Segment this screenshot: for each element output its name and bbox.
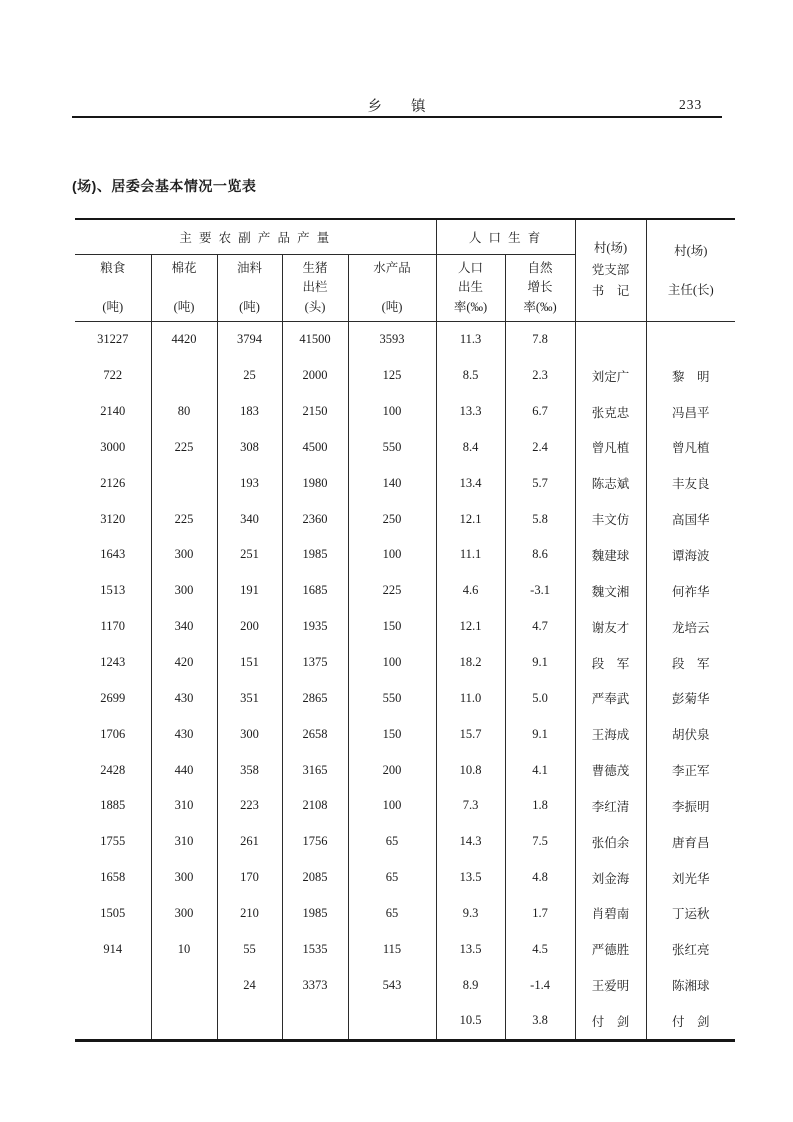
table-cell: 付 剑 xyxy=(646,1003,735,1040)
table-cell xyxy=(151,358,217,394)
table-row xyxy=(75,430,735,466)
table-cell: 王爱明 xyxy=(575,967,646,1003)
table-cell: 125 xyxy=(348,358,436,394)
table-cell: 722 xyxy=(103,368,123,383)
table-cell: 李红清 xyxy=(575,788,646,824)
table-row xyxy=(75,537,735,573)
table-row xyxy=(75,609,735,645)
table-cell: 65 xyxy=(348,824,436,860)
table-body xyxy=(75,322,735,1041)
table-cell: 1375 xyxy=(282,645,348,681)
header-line: (吨) xyxy=(173,300,195,315)
table-cell: 曹德茂 xyxy=(575,752,646,788)
table-row xyxy=(75,645,735,681)
table-cell: 陈志斌 xyxy=(575,465,646,501)
table-cell: -3.1 xyxy=(505,573,575,609)
header-col-hogs xyxy=(282,255,348,322)
table-row xyxy=(75,752,735,788)
table-cell: 13.5 xyxy=(436,860,505,896)
header-population-group: 人 口 生 育 xyxy=(436,219,575,255)
table-cell: 3120 xyxy=(100,511,126,526)
table-row xyxy=(75,501,735,537)
table-cell: 严德胜 xyxy=(575,931,646,967)
header-line: 率(‰) xyxy=(523,300,557,315)
table-cell: 2150 xyxy=(282,394,348,430)
header-col-oil xyxy=(217,255,282,322)
table-cell: 丰文仿 xyxy=(575,501,646,537)
table-cell: 李正军 xyxy=(646,752,735,788)
table-cell: 340 xyxy=(217,501,282,537)
table-row xyxy=(75,465,735,501)
table-cell xyxy=(151,967,217,1003)
table-cell: 223 xyxy=(217,788,282,824)
table-cell: 1980 xyxy=(282,465,348,501)
table-cell: 65 xyxy=(348,896,436,932)
table-cell: 100 xyxy=(348,788,436,824)
table-cell: 9.1 xyxy=(505,716,575,752)
table-cell: 55 xyxy=(217,931,282,967)
table-cell: 151 xyxy=(217,645,282,681)
table-cell: 9.1 xyxy=(505,645,575,681)
table-cell: 4.1 xyxy=(505,752,575,788)
table-cell xyxy=(282,1003,348,1040)
table-cell: 11.3 xyxy=(436,322,505,358)
table-cell: 340 xyxy=(151,609,217,645)
table-cell: 1756 xyxy=(282,824,348,860)
table-cell: 430 xyxy=(151,716,217,752)
table-cell: 李振明 xyxy=(646,788,735,824)
table-cell: 13.3 xyxy=(436,394,505,430)
table-cell xyxy=(348,1003,436,1040)
page-number: 233 xyxy=(679,97,703,112)
table-cell: 251 xyxy=(217,537,282,573)
table-cell: 2085 xyxy=(282,860,348,896)
table-cell: 1243 xyxy=(100,655,126,670)
header-line: (吨) xyxy=(239,300,260,315)
header-col-aquatic xyxy=(348,255,436,322)
running-head: 乡 镇 xyxy=(367,99,426,115)
table-cell: 8.5 xyxy=(436,358,505,394)
table-cell: 2.3 xyxy=(505,358,575,394)
table-cell: 4420 xyxy=(151,322,217,358)
table-cell xyxy=(646,322,735,358)
table-cell: 3593 xyxy=(348,322,436,358)
header-line: 村(场) xyxy=(593,240,628,255)
header-line: 率(‰) xyxy=(453,300,488,315)
table-row xyxy=(75,860,735,896)
header-col-birth-rate xyxy=(436,255,505,322)
table-cell: 308 xyxy=(217,430,282,466)
table-cell: 10 xyxy=(151,931,217,967)
header-line: 村(场) xyxy=(674,244,708,259)
header-line: 党支部 xyxy=(591,262,630,277)
table-cell: 2126 xyxy=(100,475,126,490)
table-cell: 胡伏泉 xyxy=(646,716,735,752)
table-cell: 440 xyxy=(151,752,217,788)
table-cell: 高国华 xyxy=(646,501,735,537)
table-cell: 300 xyxy=(151,860,217,896)
table-cell: 310 xyxy=(151,824,217,860)
table-cell: 191 xyxy=(217,573,282,609)
table-cell: 丁运秋 xyxy=(646,896,735,932)
table-cell: 1755 xyxy=(100,834,126,849)
table-cell: 3000 xyxy=(100,439,126,454)
table-cell: 543 xyxy=(348,967,436,1003)
table-cell: 7.8 xyxy=(505,322,575,358)
table-cell: 1643 xyxy=(100,547,126,562)
header-line: (头) xyxy=(304,300,326,315)
table-cell: 王海成 xyxy=(575,716,646,752)
table-cell: 刘定广 xyxy=(575,358,646,394)
table-cell: 15.7 xyxy=(436,716,505,752)
table-cell: 5.0 xyxy=(505,680,575,716)
table-cell: 310 xyxy=(151,788,217,824)
table-row xyxy=(75,358,735,394)
statistics-table xyxy=(75,218,735,1042)
table-cell: 300 xyxy=(151,537,217,573)
table-cell: 18.2 xyxy=(436,645,505,681)
table-cell: 1505 xyxy=(100,905,126,920)
table-row xyxy=(75,322,735,358)
header-line: 自然 xyxy=(527,260,553,275)
table-cell: 2699 xyxy=(100,690,126,705)
table-cell: 付 剑 xyxy=(575,1003,646,1040)
table-cell: 225 xyxy=(348,573,436,609)
table-cell: 2000 xyxy=(282,358,348,394)
header-rule xyxy=(72,116,722,118)
table-cell: 1706 xyxy=(100,726,126,741)
table-cell: 1513 xyxy=(100,583,126,598)
table-cell: 魏文湘 xyxy=(575,573,646,609)
table-cell: 4.5 xyxy=(505,931,575,967)
table-cell: 4.8 xyxy=(505,860,575,896)
table-cell: 351 xyxy=(217,680,282,716)
table-cell: 420 xyxy=(151,645,217,681)
table-cell: 黎 明 xyxy=(646,358,735,394)
table-cell: 2.4 xyxy=(505,430,575,466)
table-row xyxy=(75,931,735,967)
table-cell: 3373 xyxy=(282,967,348,1003)
table-cell: 170 xyxy=(217,860,282,896)
table-row xyxy=(75,788,735,824)
table-row xyxy=(75,824,735,860)
header-products-group: 主 要 农 副 产 品 产 量 xyxy=(75,219,436,255)
header-col-director xyxy=(646,219,735,322)
table-cell: 陈湘球 xyxy=(646,967,735,1003)
table-cell: 彭菊华 xyxy=(646,680,735,716)
table-cell: 10.8 xyxy=(436,752,505,788)
table-cell: 3.8 xyxy=(505,1003,575,1040)
table-row xyxy=(75,967,735,1003)
table-cell: 115 xyxy=(348,931,436,967)
table-cell: 225 xyxy=(151,501,217,537)
table-cell: 300 xyxy=(217,716,282,752)
table-cell: 7.3 xyxy=(436,788,505,824)
table-cell: 张红亮 xyxy=(646,931,735,967)
table-cell: 24 xyxy=(217,967,282,1003)
table-cell: 200 xyxy=(348,752,436,788)
header-line: 出栏 xyxy=(302,280,328,295)
table-cell: 210 xyxy=(217,896,282,932)
header-col-cotton xyxy=(151,255,217,322)
table-cell: 张克忠 xyxy=(575,394,646,430)
table-cell: 100 xyxy=(348,394,436,430)
table-cell: 914 xyxy=(103,941,123,956)
header-line: 油料 xyxy=(236,260,262,275)
table-row xyxy=(75,896,735,932)
table-cell: 300 xyxy=(151,896,217,932)
table-cell: 250 xyxy=(348,501,436,537)
table-cell: 11.1 xyxy=(436,537,505,573)
header-line: 出生 xyxy=(458,280,484,295)
table-cell: 8.6 xyxy=(505,537,575,573)
table-cell: 150 xyxy=(348,609,436,645)
table-cell: 13.4 xyxy=(436,465,505,501)
table-cell: 31227 xyxy=(97,332,129,347)
table-cell xyxy=(151,465,217,501)
table-cell xyxy=(217,1003,282,1040)
table-cell xyxy=(575,322,646,358)
table-cell: 12.1 xyxy=(436,501,505,537)
header-line: (吨) xyxy=(102,300,124,315)
table-cell: 5.7 xyxy=(505,465,575,501)
table-cell: 261 xyxy=(217,824,282,860)
table-cell: 2360 xyxy=(282,501,348,537)
table-cell: 41500 xyxy=(282,322,348,358)
table-cell: 550 xyxy=(348,430,436,466)
header-line: 棉花 xyxy=(171,260,197,275)
table-cell: 2108 xyxy=(282,788,348,824)
header-col-secretary xyxy=(575,219,646,322)
table-cell: 1658 xyxy=(100,870,126,885)
table-row xyxy=(75,1003,735,1040)
table-title: (场)、居委会基本情况一览表 xyxy=(72,178,257,194)
header-line: 水产品 xyxy=(373,260,411,275)
table-cell: 430 xyxy=(151,680,217,716)
table-cell: 5.8 xyxy=(505,501,575,537)
table-row xyxy=(75,680,735,716)
table-header xyxy=(75,219,735,322)
table-cell: 1.7 xyxy=(505,896,575,932)
table-cell: 25 xyxy=(217,358,282,394)
table-cell: 严奉武 xyxy=(575,680,646,716)
table-cell: 12.1 xyxy=(436,609,505,645)
table-cell: 193 xyxy=(217,465,282,501)
table-cell: 100 xyxy=(348,537,436,573)
table-cell: 2140 xyxy=(100,404,126,419)
table-cell xyxy=(151,1003,217,1040)
table-cell: 2865 xyxy=(282,680,348,716)
table-cell: 龙培云 xyxy=(646,609,735,645)
table-cell: 550 xyxy=(348,680,436,716)
table-cell: 刘光华 xyxy=(646,860,735,896)
table-cell: 1.8 xyxy=(505,788,575,824)
table-cell: -1.4 xyxy=(505,967,575,1003)
table-cell: 13.5 xyxy=(436,931,505,967)
table-cell: 200 xyxy=(217,609,282,645)
table-cell: 8.4 xyxy=(436,430,505,466)
table-cell: 140 xyxy=(348,465,436,501)
table-cell: 4500 xyxy=(282,430,348,466)
table-cell: 1935 xyxy=(282,609,348,645)
header-col-grain xyxy=(75,255,151,322)
table-cell: 80 xyxy=(151,394,217,430)
table-cell: 11.0 xyxy=(436,680,505,716)
table-cell: 魏建球 xyxy=(575,537,646,573)
table-cell: 丰友良 xyxy=(646,465,735,501)
table-cell xyxy=(75,967,151,1003)
table-cell: 谢友才 xyxy=(575,609,646,645)
table-cell: 段 军 xyxy=(646,645,735,681)
table-cell: 6.7 xyxy=(505,394,575,430)
header-line: (吨) xyxy=(381,300,403,315)
table-cell: 1535 xyxy=(282,931,348,967)
header-line: 书 记 xyxy=(591,284,630,299)
table-row xyxy=(75,716,735,752)
table-row xyxy=(75,394,735,430)
header-line: 粮食 xyxy=(100,260,126,275)
table-cell: 2658 xyxy=(282,716,348,752)
table-cell: 14.3 xyxy=(436,824,505,860)
header-line: 生猪 xyxy=(302,260,328,275)
table-cell: 358 xyxy=(217,752,282,788)
header-col-growth-rate xyxy=(505,255,575,322)
table-cell xyxy=(75,1003,151,1040)
table-cell: 曾凡植 xyxy=(575,430,646,466)
table-row xyxy=(75,573,735,609)
table-cell: 183 xyxy=(217,394,282,430)
header-line: 主任(长) xyxy=(667,282,714,297)
table-cell: 4.7 xyxy=(505,609,575,645)
table-cell: 张伯余 xyxy=(575,824,646,860)
table-cell: 段 军 xyxy=(575,645,646,681)
table-cell: 7.5 xyxy=(505,824,575,860)
table-cell: 4.6 xyxy=(436,573,505,609)
table-cell: 300 xyxy=(151,573,217,609)
table-cell: 1985 xyxy=(282,537,348,573)
header-group-row xyxy=(75,219,735,255)
header-line: 人口 xyxy=(458,260,484,275)
table-cell: 1985 xyxy=(282,896,348,932)
table-cell: 3794 xyxy=(217,322,282,358)
table-cell: 1685 xyxy=(282,573,348,609)
table-cell: 肖碧南 xyxy=(575,896,646,932)
table-cell: 225 xyxy=(151,430,217,466)
table-cell: 谭海波 xyxy=(646,537,735,573)
table-cell: 65 xyxy=(348,860,436,896)
table-cell: 100 xyxy=(348,645,436,681)
table-cell: 1170 xyxy=(100,619,126,634)
table-cell: 刘金海 xyxy=(575,860,646,896)
table-cell: 10.5 xyxy=(436,1003,505,1040)
table-cell: 9.3 xyxy=(436,896,505,932)
header-line: 增长 xyxy=(527,280,553,295)
table-cell: 曾凡植 xyxy=(646,430,735,466)
table-cell: 3165 xyxy=(282,752,348,788)
table-cell: 冯昌平 xyxy=(646,394,735,430)
table-cell: 唐育昌 xyxy=(646,824,735,860)
table-cell: 何祚华 xyxy=(646,573,735,609)
table-cell: 8.9 xyxy=(436,967,505,1003)
table-cell: 1885 xyxy=(100,798,126,813)
table-cell: 150 xyxy=(348,716,436,752)
table-cell: 2428 xyxy=(100,762,126,777)
